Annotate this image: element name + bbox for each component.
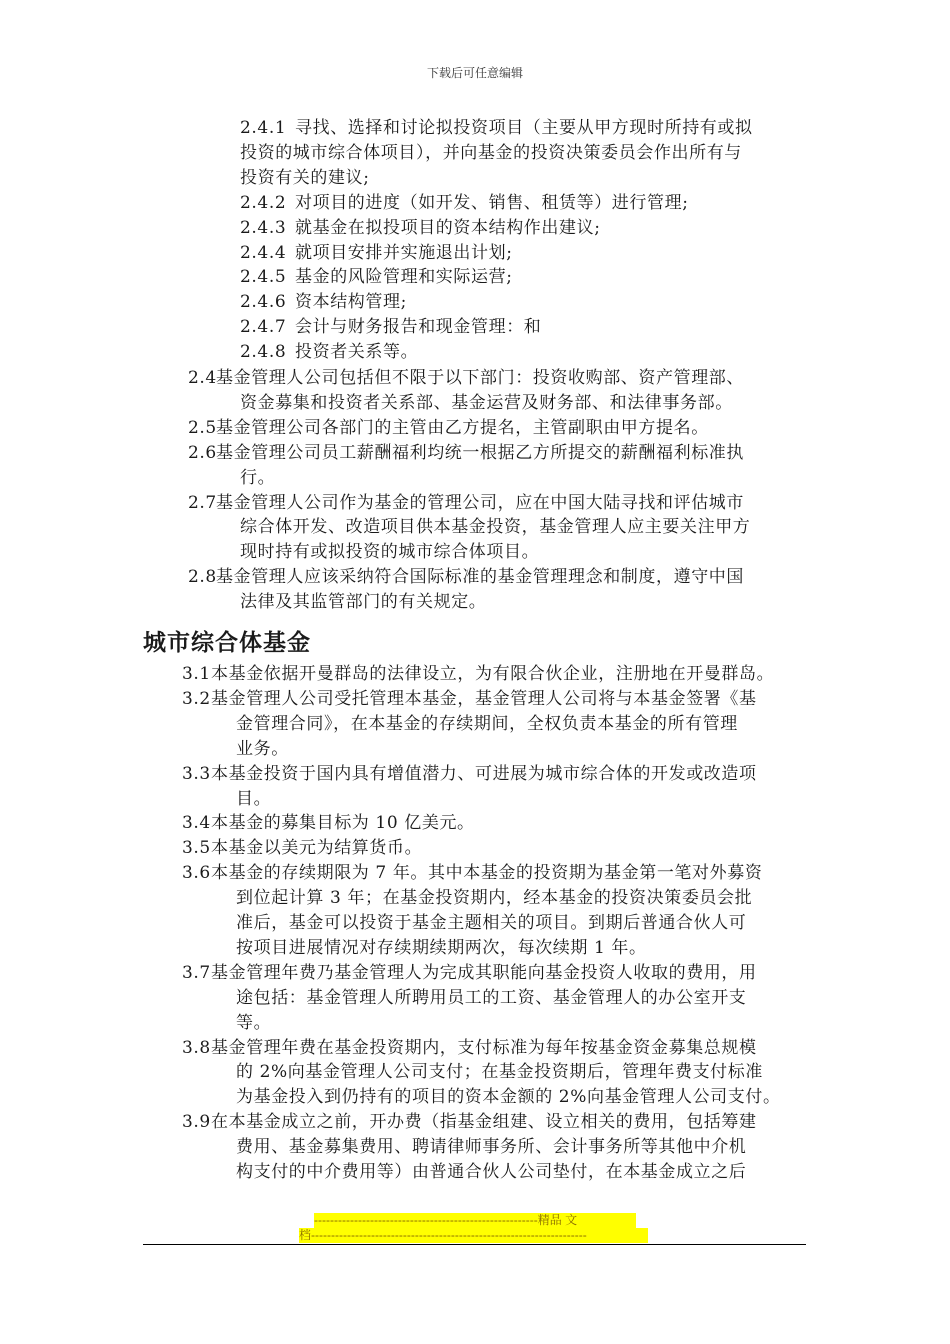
- item-text-line: 准后，基金可以投资于基金主题相关的项目。到期后普通合伙人可: [236, 913, 747, 933]
- item-text-line: 寻找、选择和讨论拟投资项目（主要从甲方现时所持有或拟: [295, 118, 753, 138]
- item-number: 2.4: [188, 368, 217, 388]
- item-number: 3.8: [182, 1037, 211, 1058]
- item-number: 2.4.7: [240, 317, 287, 338]
- item-number: 2.4.4: [240, 242, 287, 263]
- page-header: 下载后可任意编辑: [426, 66, 523, 80]
- section-heading: 城市综合体基金: [143, 630, 311, 656]
- item-text-line: 基金管理年费乃基金管理人为完成其职能向基金投资人收取的费用，用: [211, 962, 757, 983]
- item-text-line: 基金管理人公司包括但不限于以下部门：投资收购部、资产管理部、: [216, 368, 744, 388]
- item-text-line: 途包括：基金管理人所聘用员工的工资、基金管理人的办公室开支: [236, 987, 747, 1008]
- item-text-line: 本基金以美元为结算货币。: [211, 838, 423, 859]
- item-text-line: 就基金在拟投项目的资本结构作出建议;: [295, 217, 601, 238]
- item-number: 3.4: [182, 813, 211, 834]
- item-text-line: 在本基金成立之前，开办费（指基金组建、设立相关的费用，包括筹建: [211, 1112, 757, 1133]
- footer-highlight-line-1: --------------------------------------------------------精品 文: [314, 1213, 636, 1228]
- item-text-line: 金管理合同》，在本基金的存续期间，全权负责本基金的所有管理: [236, 713, 738, 734]
- item-text-line: 按项目进展情况对存续期续期两次，每次续期 1 年。: [236, 937, 647, 958]
- item-text-line: 行。: [240, 467, 276, 488]
- item-text-line: 投资者关系等。: [295, 342, 419, 363]
- item-number: 2.4.2: [240, 192, 287, 213]
- item-text-line: 费用、基金募集费用、聘请律师事务所、会计事务所等其他中介机: [236, 1137, 747, 1158]
- item-number: 3.9: [182, 1112, 211, 1133]
- item-text-line: 等。: [236, 1012, 272, 1033]
- item-text-line: 综合体开发、改造项目供本基金投资，基金管理人应主要关注甲方: [240, 517, 751, 538]
- footer-highlight-line-2: 档---------------------------------------------------------------------: [299, 1228, 648, 1243]
- item-text-line: 基金管理人公司作为基金的管理公司，应在中国大陆寻找和评估城市: [216, 492, 744, 513]
- item-text-line: 到位起计算 3 年；在基金投资期内，经本基金的投资决策委员会批: [236, 888, 753, 909]
- item-text-line: 对项目的进度（如开发、销售、租赁等）进行管理;: [295, 192, 689, 213]
- item-text-line: 就项目安排并实施退出计划;: [295, 242, 513, 263]
- item-number: 2.6: [188, 442, 217, 463]
- item-text-line: 法律及其监管部门的有关规定。: [240, 592, 487, 613]
- item-text-line: 基金管理人应该采纳符合国际标准的基金管理理念和制度，遵守中国: [216, 567, 744, 588]
- item-text-line: 本基金投资于国内具有增值潜力、可进展为城市综合体的开发或改造项: [211, 763, 757, 784]
- item-text-line: 基金管理公司各部门的主管由乙方提名，主管副职由甲方提名。: [216, 417, 709, 438]
- item-number: 3.2: [182, 688, 211, 709]
- item-text-line: 现时持有或拟投资的城市综合体项目。: [240, 542, 540, 563]
- item-text-line: 基金管理年费在基金投资期内，支付标准为每年按基金资金募集总规模: [211, 1037, 757, 1058]
- item-number: 2.8: [188, 567, 217, 588]
- item-text-line: 的 2%向基金管理人公司支付；在基金投资期后，管理年费支付标准: [236, 1062, 763, 1083]
- item-number: 2.4.1: [240, 118, 287, 138]
- item-text-line: 投资有关的建议;: [240, 167, 370, 188]
- item-number: 3.7: [182, 962, 211, 983]
- item-text-line: 本基金的募集目标为 10 亿美元。: [211, 813, 475, 834]
- item-text-line: 会计与财务报告和现金管理：和: [295, 317, 542, 338]
- item-text-line: 构支付的中介费用等）由普通合伙人公司垫付，在本基金成立之后: [236, 1162, 747, 1182]
- item-text-line: 基金的风险管理和实际运营;: [295, 267, 513, 288]
- item-text-line: 业务。: [236, 738, 289, 759]
- item-text-line: 为基金投入到仍持有的项目的资本金额的 2%向基金管理人公司支付。: [236, 1087, 781, 1108]
- item-text-line: 基金管理公司员工薪酬福利均统一根据乙方所提交的薪酬福利标准执: [216, 442, 744, 463]
- item-number: 2.4.6: [240, 292, 287, 313]
- item-text-line: 目。: [236, 788, 272, 809]
- item-number: 2.7: [188, 492, 217, 513]
- item-number: 3.1: [182, 664, 211, 684]
- item-text-line: 本基金依据开曼群岛的法律设立，为有限合伙企业，注册地在开曼群岛。: [211, 664, 775, 684]
- item-number: 3.6: [182, 863, 211, 884]
- item-text-line: 基金管理人公司受托管理本基金，基金管理人公司将与本基金签署《基: [211, 688, 757, 709]
- item-text-line: 资本结构管理;: [295, 292, 407, 313]
- item-number: 2.4.8: [240, 342, 287, 363]
- item-number: 2.4.3: [240, 217, 287, 238]
- footer-rule: [143, 1244, 806, 1245]
- item-text-line: 资金募集和投资者关系部、基金运营及财务部、和法律事务部。: [240, 392, 733, 413]
- item-number: 3.5: [182, 838, 211, 859]
- item-number: 2.4.5: [240, 267, 287, 288]
- item-number: 3.3: [182, 763, 211, 784]
- item-text-line: 投资的城市综合体项目），并向基金的投资决策委员会作出所有与: [240, 142, 742, 163]
- item-number: 2.5: [188, 417, 217, 438]
- item-text-line: 本基金的存续期限为 7 年。其中本基金的投资期为基金第一笔对外募资: [211, 863, 763, 884]
